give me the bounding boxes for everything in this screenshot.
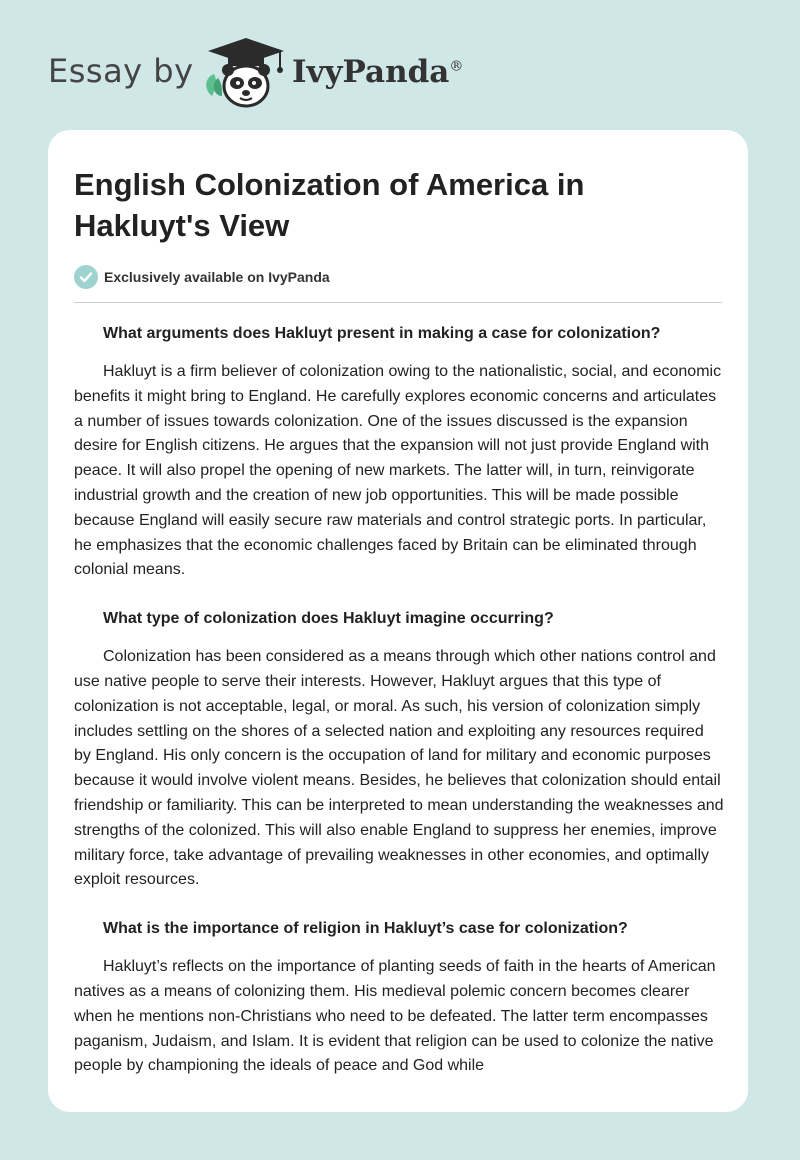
panda-graduate-icon	[200, 34, 292, 110]
badge-label: Exclusively available on IvyPanda	[104, 269, 330, 285]
essay-card	[48, 130, 748, 1112]
essay-content	[74, 316, 724, 1097]
section-heading: What is the importance of religion in Hakluyt’s case for colonization?	[103, 920, 628, 938]
page-title: English Colonization of America in Hakluyt's View	[74, 167, 585, 243]
divider	[74, 302, 722, 303]
section-heading: What type of colonization does Hakluyt imagine occurring?	[103, 610, 554, 628]
exclusive-badge	[74, 264, 330, 290]
section-paragraph: Colonization has been considered as a means through which other nations control and use native people to serve their interests. However, Hakluyt argues that this type of colonization is not acceptable, legal, or moral. As such, his version of colonization simply includes settling on the shores of a selected nation and exploiting any resources required by England. His only concern is the occupation of land for military and economic purposes because it would involve violent means. Besides, he believes that colonization should entail friendship or familiarity. This can be interpreted to mean understanding the weaknesses and strengths of the colonized. This will also enable England to suppress her enemies, improve military force, take advantage of prevailing weaknesses in other economies, and optimally exploit resources.	[74, 648, 724, 889]
section-paragraph: Hakluyt’s reflects on the importance of planting seeds of faith in the hearts of American natives as a means of colonizing them. His medieval polemic concern becomes clearer when he mentions non-Christians who need to be defeated. The latter term encompasses paganism, Judaism, and Islam. It is evident that religion can be used to colonize the native people by championing the ideals of peace and God while	[74, 958, 716, 1075]
section-paragraph: Hakluyt is a firm believer of colonization owing to the nationalistic, social, and economic benefits it might bring to England. He carefully explores economic concerns and articulates a number of issues towards colonization. One of the issues discussed is the expansion desire for English citizens. He argues that the expansion will not just provide England with peace. It will also propel the opening of new markets. The latter will, in turn, reinvigorate industrial growth and the creation of new job opportunities. This will be made possible because England will easily secure raw materials and control strategic ports. In particular, he emphasizes that the economic challenges faced by Britain can be eliminated through colonial means.	[74, 363, 722, 579]
section-heading: What arguments does Hakluyt present in making a case for colonization?	[103, 325, 661, 342]
brand-prefix: Essay by	[48, 52, 194, 90]
brand-name: IvyPanda®	[292, 54, 464, 90]
brand-header[interactable]	[48, 30, 508, 110]
check-icon	[74, 265, 98, 289]
